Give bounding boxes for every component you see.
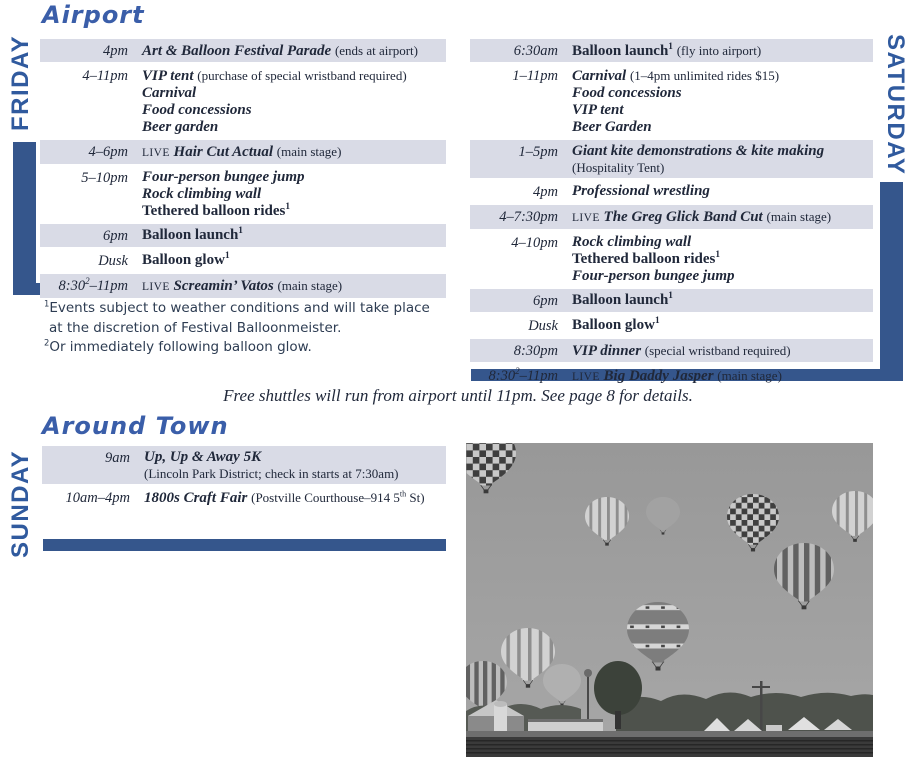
event-content — [142, 277, 342, 296]
event-time: Dusk — [98, 252, 128, 269]
shuttle-note: Free shuttles will run from airport until 11pm. See page 8 for details. — [223, 386, 693, 405]
event-title: Food concessions — [572, 84, 682, 101]
event-note: (fly into airport) — [676, 42, 762, 58]
schedule-row — [470, 289, 873, 312]
event-note: (ends at airport) — [334, 42, 418, 58]
event-title: Carnival — [142, 84, 197, 101]
friday-day-label: FRIDAY — [7, 34, 34, 131]
event-title: Balloon launch$^1$ — [142, 225, 243, 243]
event-note: (main stage) — [766, 208, 832, 224]
footnote-line: $^1$Events subject to weather conditions and will take place — [44, 298, 430, 316]
footnote-line: $^2$Or immediately following balloon glow. — [44, 337, 312, 355]
live-label: LIVE — [142, 146, 170, 159]
event-content — [144, 449, 399, 482]
event-title: Beer Garden — [572, 118, 652, 135]
event-time: 4pm — [103, 42, 128, 59]
event-note: (main stage) — [717, 367, 782, 383]
event-title: Rock climbing wall — [142, 185, 262, 202]
event-note: (special wristband required) — [644, 342, 791, 358]
event-content — [144, 489, 425, 507]
event-title: 1800s Craft Fair — [144, 489, 248, 506]
event-time: 4–10pm — [511, 234, 558, 251]
event-title: Hair Cut Actual — [173, 143, 274, 160]
event-title: VIP dinner — [572, 342, 642, 359]
event-time: 5–10pm — [81, 169, 128, 186]
event-time: 9am — [105, 449, 130, 466]
event-title: Art & Balloon Festival Parade — [142, 42, 332, 59]
schedule-row — [40, 64, 446, 138]
event-title: Up, Up & Away 5K — [144, 448, 262, 465]
footnotes — [44, 299, 464, 358]
schedule-row — [470, 140, 873, 178]
event-note: (Lincoln Park District; check in starts at 7:30am) — [144, 465, 399, 481]
event-title: Balloon glow$^1$ — [572, 315, 660, 333]
event-time: 6:30am — [513, 42, 558, 59]
event-title: VIP tent — [142, 67, 194, 84]
schedule-row — [42, 486, 446, 509]
event-time: 1–11pm — [512, 67, 558, 84]
event-title: VIP tent — [572, 101, 624, 118]
event-content — [142, 252, 230, 270]
event-title: Balloon launch$^1$ — [572, 290, 673, 308]
schedule-row — [470, 314, 873, 337]
event-time: 6pm — [103, 227, 128, 244]
saturday-schedule-table — [470, 39, 873, 390]
balloon-festival-photo — [466, 443, 873, 757]
schedule-row — [40, 249, 446, 272]
event-content — [572, 367, 782, 386]
event-content — [572, 317, 660, 335]
around-town-section-heading: Around Town — [42, 412, 229, 440]
schedule-row — [40, 39, 446, 62]
schedule-row — [470, 205, 873, 229]
event-note: (main stage) — [277, 277, 343, 293]
schedule-row — [40, 140, 446, 164]
airport-section-heading: Airport — [42, 1, 145, 29]
schedule-row — [40, 166, 446, 222]
event-time: Dusk — [528, 317, 558, 334]
event-content — [142, 169, 305, 220]
event-content — [572, 42, 761, 60]
event-title: Big Daddy Jasper — [603, 367, 714, 384]
event-title: Tethered balloon rides$^1$ — [142, 201, 291, 219]
event-content — [572, 208, 831, 227]
sunday-accent-bar-horizontal — [43, 539, 446, 551]
footnote-line: at the discretion of Festival Balloonmeister. — [49, 319, 342, 336]
event-time: $8:30^2-11pm$ — [58, 275, 128, 294]
event-title: Tethered balloon rides$^1$ — [572, 249, 721, 267]
event-content — [572, 234, 735, 285]
schedule-row — [470, 64, 873, 138]
schedule-row — [470, 364, 873, 388]
event-title: Balloon launch$^1$ — [572, 41, 673, 59]
event-note: (1–4pm unlimited rides $15) — [629, 67, 780, 83]
event-time: 4–7:30pm — [499, 208, 558, 225]
friday-schedule-table — [40, 39, 446, 300]
schedule-row — [470, 339, 873, 362]
event-title: Four-person bungee jump — [142, 168, 305, 185]
event-content — [572, 292, 673, 310]
event-title: Professional wrestling — [572, 182, 710, 199]
event-content — [572, 342, 791, 360]
live-label: LIVE — [572, 370, 600, 383]
event-note: (purchase of special wristband required) — [197, 67, 407, 83]
event-title: Carnival — [572, 67, 627, 84]
event-time: 4–11pm — [82, 67, 128, 84]
event-time: 1–5pm — [518, 143, 558, 160]
event-title: Four-person bungee jump — [572, 267, 735, 284]
schedule-row — [470, 39, 873, 62]
event-title: Food concessions — [142, 101, 252, 118]
saturday-day-label: SATURDAY — [882, 34, 909, 176]
friday-accent-bar-vertical — [13, 142, 36, 295]
live-label: LIVE — [572, 211, 600, 224]
event-title: Screamin’ Vatos — [173, 277, 274, 294]
event-time: 6pm — [533, 292, 558, 309]
event-title: Giant kite demonstrations & kite making — [572, 142, 825, 159]
event-title: Rock climbing wall — [572, 233, 692, 250]
schedule-row — [470, 231, 873, 287]
event-content — [142, 227, 243, 245]
live-label: LIVE — [142, 280, 170, 293]
event-content — [572, 183, 710, 201]
event-note: (main stage) — [276, 143, 342, 159]
event-content — [142, 143, 341, 162]
event-content — [142, 42, 418, 60]
event-content — [572, 143, 824, 176]
event-time: 4–6pm — [88, 143, 128, 160]
event-title: The Greg Glick Band Cut — [603, 208, 763, 225]
event-time: 4pm — [533, 183, 558, 200]
schedule-row — [40, 224, 446, 247]
event-content — [142, 67, 407, 136]
schedule-row — [40, 274, 446, 298]
event-content — [572, 67, 779, 136]
event-time: 8:30pm — [513, 342, 558, 359]
event-note: (Hospitality Tent) — [572, 159, 665, 175]
event-time: $8:30^2-11pm$ — [488, 365, 558, 384]
saturday-accent-bar-vertical — [880, 182, 903, 381]
event-note: (Postville Courthouse–914 5th St) — [251, 489, 425, 505]
sunday-schedule-table — [42, 446, 446, 511]
schedule-row — [470, 180, 873, 203]
event-title: Balloon glow$^1$ — [142, 250, 230, 268]
event-time: 10am–4pm — [65, 489, 130, 506]
sunday-day-label: SUNDAY — [7, 449, 34, 558]
schedule-row — [42, 446, 446, 484]
event-title: Beer garden — [142, 118, 219, 135]
